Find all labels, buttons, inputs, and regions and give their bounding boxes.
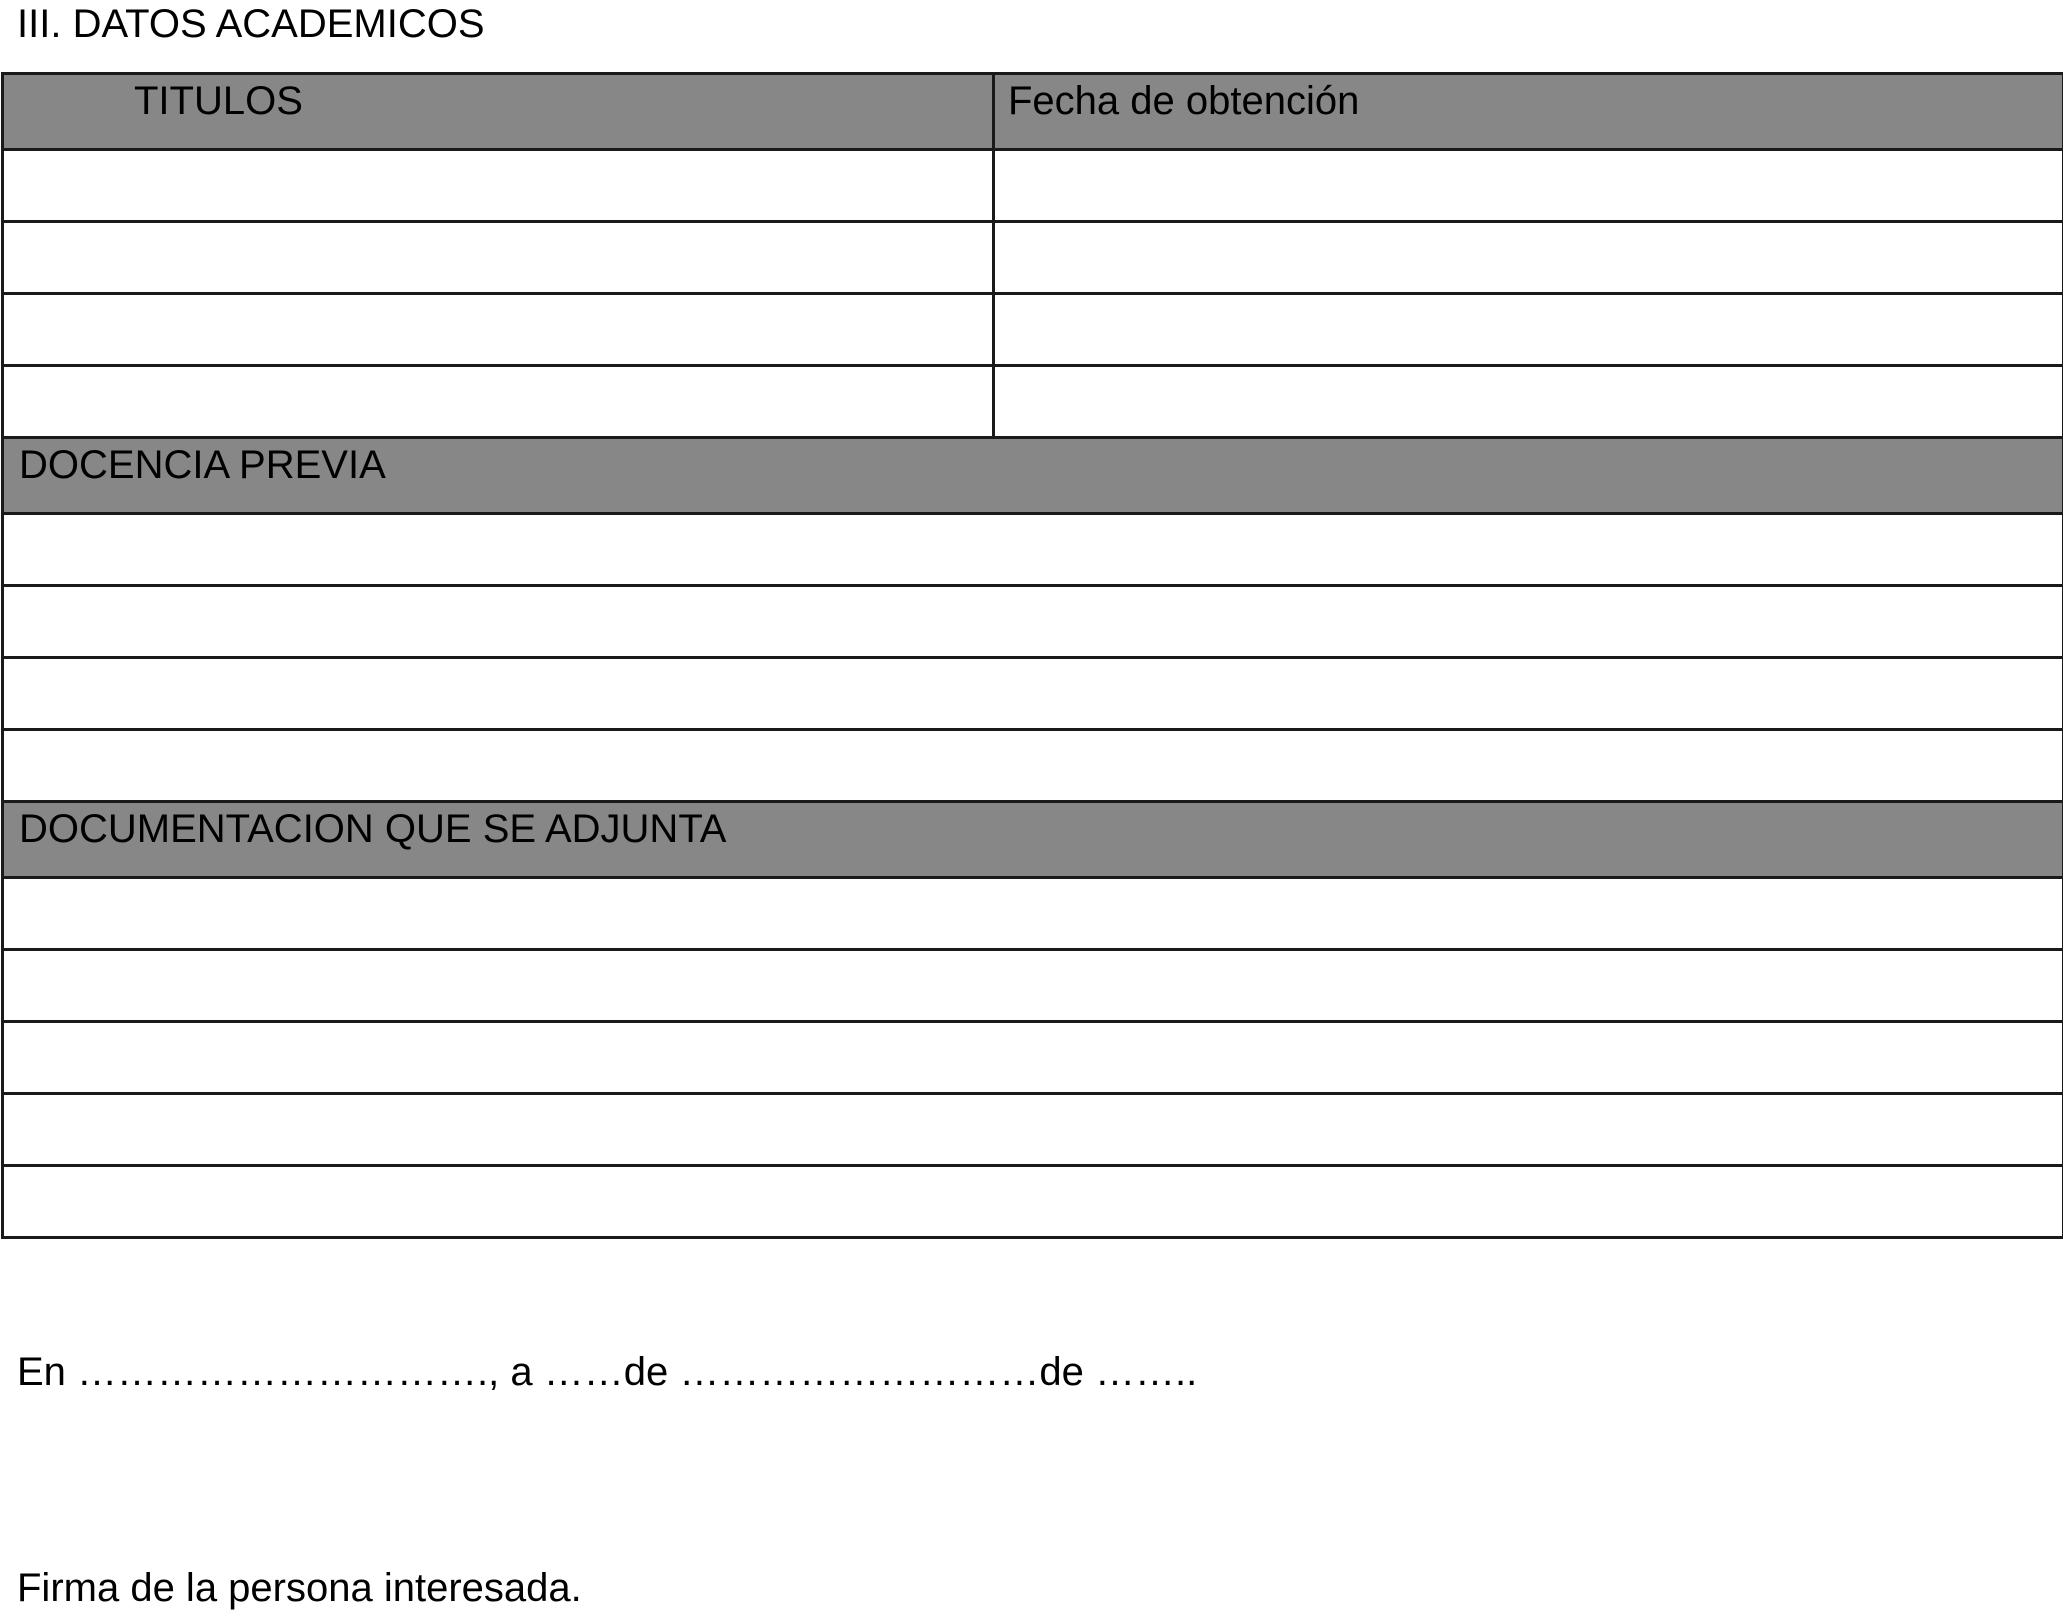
docencia-row xyxy=(3,514,2063,586)
titulos-row xyxy=(3,150,2063,222)
docencia-cell[interactable] xyxy=(3,730,2063,802)
docencia-cell[interactable] xyxy=(3,514,2063,586)
fecha-obtencion-column-header: Fecha de obtención xyxy=(994,74,2063,150)
documentacion-row xyxy=(3,878,2063,950)
section-title: III. DATOS ACADEMICOS xyxy=(17,2,485,46)
documentacion-cell[interactable] xyxy=(3,1022,2063,1094)
fecha-cell[interactable] xyxy=(994,366,2063,438)
docencia-cell[interactable] xyxy=(3,586,2063,658)
titulos-row xyxy=(3,222,2063,294)
titulos-column-header: TITULOS xyxy=(3,74,994,150)
titulo-cell[interactable] xyxy=(3,366,994,438)
documentacion-row xyxy=(3,1166,2063,1238)
titulos-header-row xyxy=(3,74,2063,150)
titulo-cell[interactable] xyxy=(3,222,994,294)
academic-data-form-table xyxy=(1,72,2063,1239)
titulos-row xyxy=(3,366,2063,438)
fecha-cell[interactable] xyxy=(994,294,2063,366)
documentacion-cell[interactable] xyxy=(3,1166,2063,1238)
docencia-cell[interactable] xyxy=(3,658,2063,730)
docencia-header-row xyxy=(3,438,2063,514)
documentacion-row xyxy=(3,950,2063,1022)
fecha-cell[interactable] xyxy=(994,222,2063,294)
docencia-row xyxy=(3,730,2063,802)
documentacion-header-row xyxy=(3,802,2063,878)
docencia-row xyxy=(3,658,2063,730)
fecha-cell[interactable] xyxy=(994,150,2063,222)
titulo-cell[interactable] xyxy=(3,294,994,366)
titulo-cell[interactable] xyxy=(3,150,994,222)
documentacion-cell[interactable] xyxy=(3,1094,2063,1166)
place-date-line: En …………………………., a ……de ………………………de …….. xyxy=(17,1350,1198,1394)
documentacion-adjunta-header: DOCUMENTACION QUE SE ADJUNTA xyxy=(3,802,2063,878)
docencia-previa-header: DOCENCIA PREVIA xyxy=(3,438,2063,514)
titulos-row xyxy=(3,294,2063,366)
documentacion-cell[interactable] xyxy=(3,950,2063,1022)
docencia-row xyxy=(3,586,2063,658)
signature-label: Firma de la persona interesada. xyxy=(17,1566,582,1610)
documentacion-row xyxy=(3,1094,2063,1166)
documentacion-cell[interactable] xyxy=(3,878,2063,950)
documentacion-row xyxy=(3,1022,2063,1094)
